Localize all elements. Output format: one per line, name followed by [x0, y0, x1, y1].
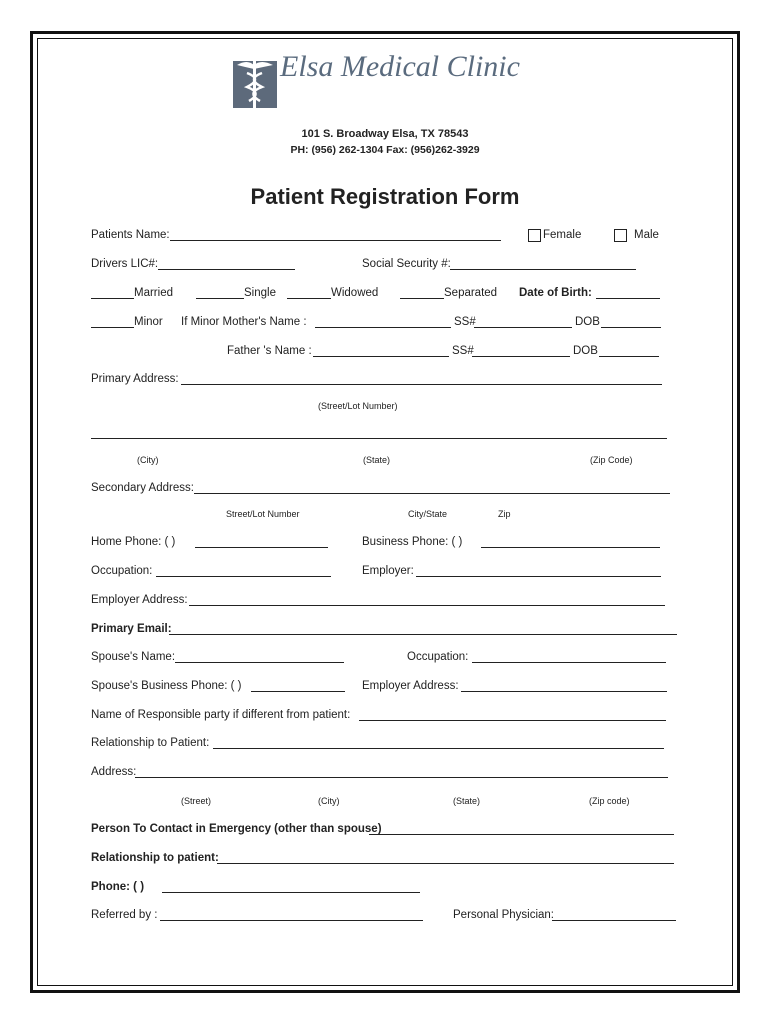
patients-name-field[interactable]: [170, 240, 501, 241]
mother-ss-field[interactable]: [474, 327, 572, 328]
address-label: Address:: [91, 766, 137, 778]
clinic-phone-fax: PH: (956) 262-1304 Fax: (956)262-3929: [290, 144, 480, 156]
occupation-label: Occupation:: [91, 565, 153, 577]
drivers-lic-label: Drivers LIC#:: [91, 258, 159, 270]
relationship-field[interactable]: [213, 748, 664, 749]
address-field[interactable]: [135, 777, 668, 778]
spouse-employer-address-label: Employer Address:: [362, 680, 459, 692]
father-name-field[interactable]: [313, 356, 449, 357]
zip-caption: (Zip Code): [590, 455, 633, 465]
patients-name-label: Patients Name:: [91, 229, 170, 241]
male-checkbox[interactable]: [614, 229, 627, 242]
male-label: Male: [634, 229, 659, 241]
single-field[interactable]: [196, 298, 244, 299]
street-lot-caption: (Street/Lot Number): [318, 401, 398, 411]
primary-email-label: Primary Email:: [91, 623, 172, 635]
employer-label: Employer:: [362, 565, 414, 577]
spouse-name-label: Spouse's Name:: [91, 651, 176, 663]
emergency-relationship-field[interactable]: [217, 863, 674, 864]
ssn-field[interactable]: [450, 269, 636, 270]
dob-field[interactable]: [596, 298, 660, 299]
addr-city-caption: (City): [318, 796, 340, 806]
emergency-contact-field[interactable]: [369, 834, 674, 835]
state-caption: (State): [363, 455, 391, 465]
spouse-name-field[interactable]: [175, 662, 344, 663]
business-phone-field[interactable]: [481, 547, 660, 548]
personal-physician-label: Personal Physician:: [453, 909, 554, 921]
clinic-address: 101 S. Broadway Elsa, TX 78543: [301, 128, 469, 140]
spouse-occupation-label: Occupation:: [407, 651, 469, 663]
emergency-phone-field[interactable]: [162, 892, 420, 893]
minor-mother-label: If Minor Mother's Name :: [181, 316, 307, 328]
primary-email-field[interactable]: [169, 634, 677, 635]
minor-field[interactable]: [91, 327, 134, 328]
father-dob-label: DOB: [573, 345, 598, 357]
drivers-lic-field[interactable]: [158, 269, 295, 270]
referred-by-label: Referred by :: [91, 909, 158, 921]
father-name-label: Father 's Name :: [227, 345, 312, 357]
clinic-name: Elsa Medical Clinic: [280, 50, 520, 83]
home-phone-field[interactable]: [195, 547, 328, 548]
mother-dob-field[interactable]: [601, 327, 661, 328]
caduceus-logo-icon: [233, 55, 277, 108]
widowed-label: Widowed: [331, 287, 379, 299]
single-label: Single: [244, 287, 276, 299]
minor-label: Minor: [134, 316, 163, 328]
mother-ss-label: SS#: [454, 316, 476, 328]
married-field[interactable]: [91, 298, 134, 299]
occupation-field[interactable]: [156, 576, 331, 577]
employer-field[interactable]: [416, 576, 661, 577]
mother-name-field[interactable]: [315, 327, 451, 328]
sec-citystate-caption: City/State: [408, 509, 448, 519]
separated-label: Separated: [444, 287, 498, 299]
father-dob-field[interactable]: [599, 356, 659, 357]
addr-street-caption: (Street): [181, 796, 212, 806]
female-label: Female: [543, 229, 582, 241]
employer-address-label: Employer Address:: [91, 594, 188, 606]
father-ss-label: SS#: [452, 345, 474, 357]
page-border-inner: [37, 38, 733, 986]
spouse-employer-address-field[interactable]: [461, 691, 667, 692]
addr-zip-caption: (Zip code): [589, 796, 630, 806]
responsible-party-field[interactable]: [359, 720, 666, 721]
father-ss-field[interactable]: [472, 356, 570, 357]
female-checkbox[interactable]: [528, 229, 541, 242]
secondary-address-label: Secondary Address:: [91, 482, 194, 494]
dob-label: Date of Birth:: [519, 287, 592, 299]
form-title: Patient Registration Form: [250, 184, 520, 209]
emergency-contact-label: Person To Contact in Emergency (other than spouse): [91, 823, 382, 835]
responsible-party-label: Name of Responsible party if different from patient:: [91, 709, 351, 721]
sec-street-caption: Street/Lot Number: [226, 509, 300, 519]
primary-address-label: Primary Address:: [91, 373, 179, 385]
employer-address-field[interactable]: [189, 605, 665, 606]
spouse-occupation-field[interactable]: [472, 662, 666, 663]
secondary-address-field[interactable]: [194, 493, 670, 494]
primary-address-line2-field[interactable]: [91, 438, 667, 439]
spouse-business-phone-label: Spouse's Business Phone: ( ): [91, 680, 242, 692]
city-caption: (City): [137, 455, 159, 465]
emergency-relationship-label: Relationship to patient:: [91, 852, 219, 864]
separated-field[interactable]: [400, 298, 444, 299]
referred-by-field[interactable]: [160, 920, 423, 921]
sec-zip-caption: Zip: [498, 509, 511, 519]
emergency-phone-label: Phone: ( ): [91, 881, 145, 893]
married-label: Married: [134, 287, 173, 299]
mother-dob-label: DOB: [575, 316, 600, 328]
spouse-business-phone-field[interactable]: [251, 691, 345, 692]
business-phone-label: Business Phone: ( ): [362, 536, 463, 548]
addr-state-caption: (State): [453, 796, 481, 806]
home-phone-label: Home Phone: ( ): [91, 536, 176, 548]
personal-physician-field[interactable]: [552, 920, 676, 921]
widowed-field[interactable]: [287, 298, 331, 299]
relationship-label: Relationship to Patient:: [91, 737, 210, 749]
ssn-label: Social Security #:: [362, 258, 451, 270]
primary-address-field[interactable]: [181, 384, 662, 385]
